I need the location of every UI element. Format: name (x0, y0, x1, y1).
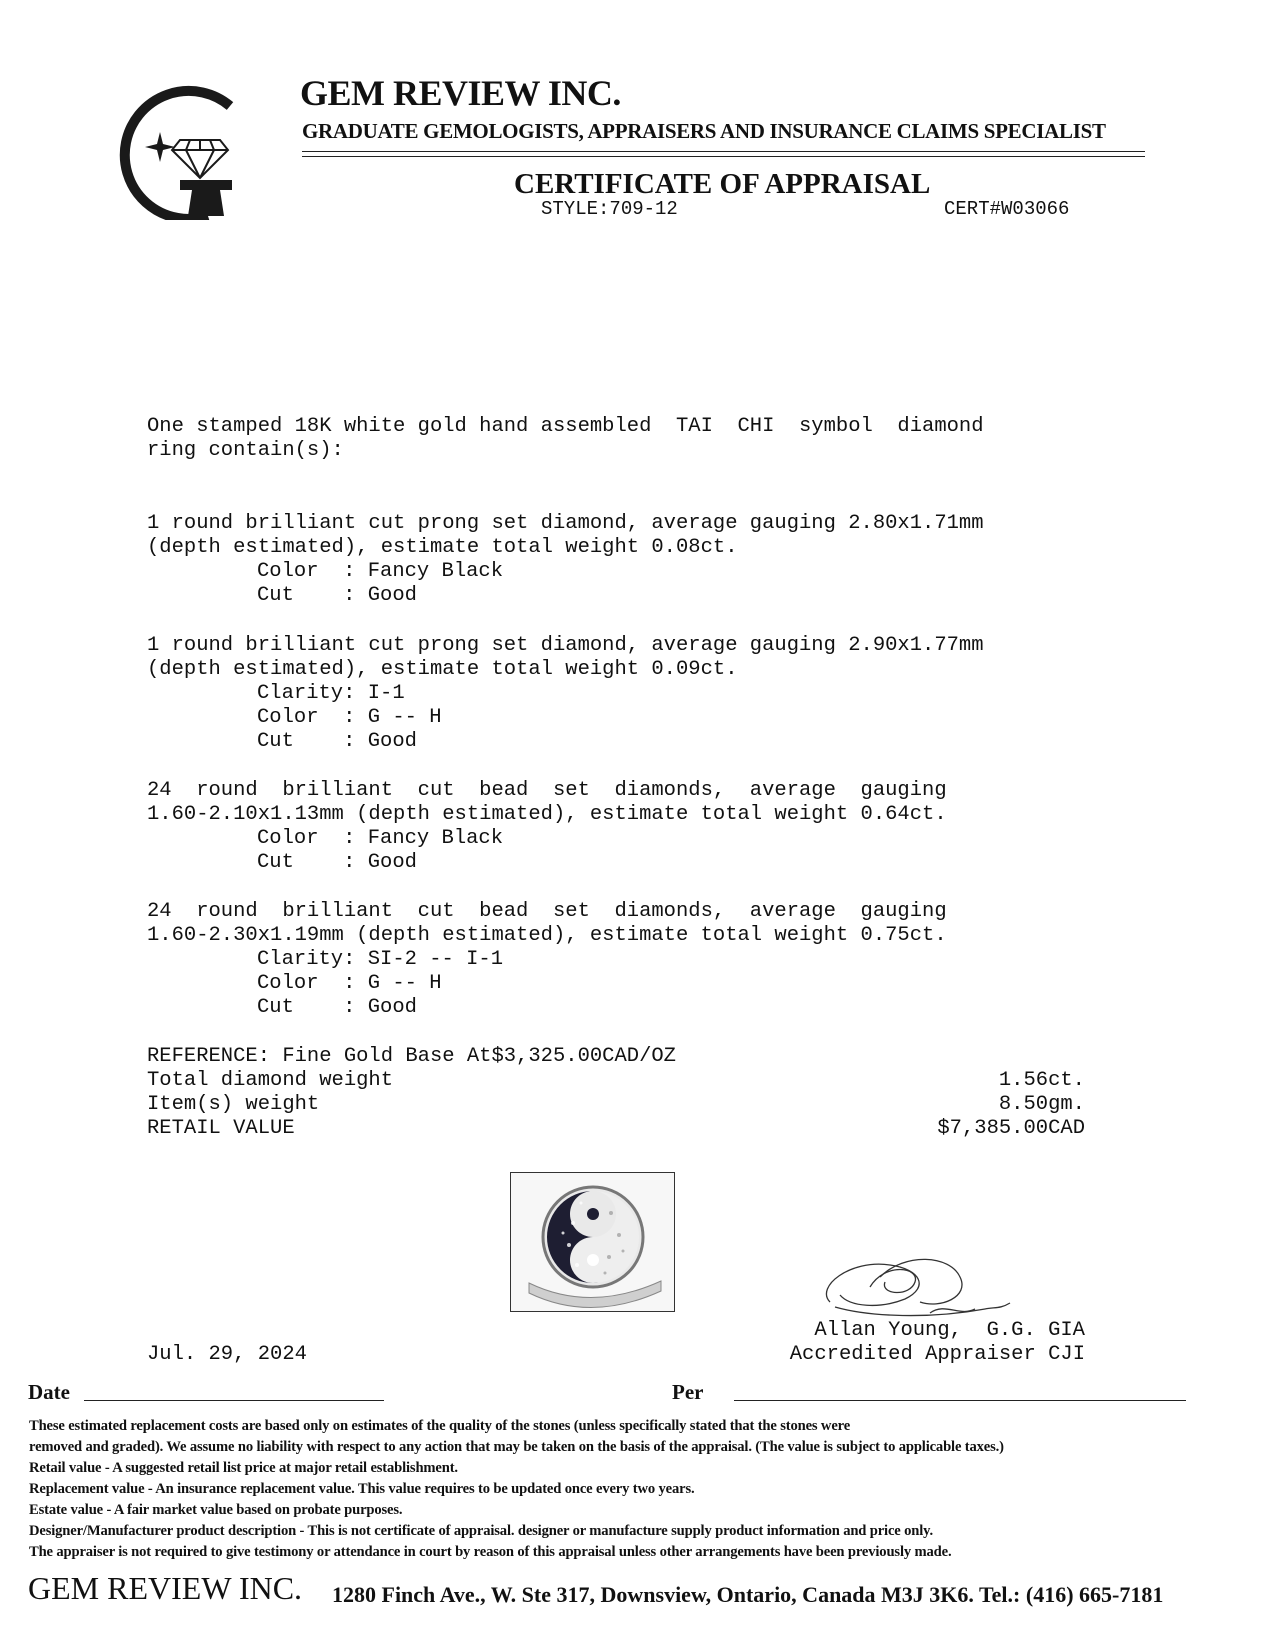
footer-note: Retail value - A suggested retail list price at major retail establishment. (29, 1460, 458, 1476)
stone-property: Color : Fancy Black (257, 827, 504, 850)
per-label: Per (672, 1380, 704, 1404)
stone-line: 24 round brilliant cut bead set diamonds, average gauging (147, 779, 947, 802)
retail-value-label: RETAIL VALUE (147, 1117, 295, 1140)
description-line: One stamped 18K white gold hand assembled TAI CHI symbol diamond (147, 415, 984, 438)
footer-note: The appraiser is not required to give testimony or attendance in court by reason of this appraisal unless other arrangements have been previously made. (29, 1544, 952, 1560)
footer-note: Designer/Manufacturer product description - This is not certificate of appraisal. designer or manufacture supply product information and price only. (29, 1523, 933, 1539)
stone-line: 1.60-2.10x1.13mm (depth estimated), estimate total weight 0.64ct. (147, 803, 947, 826)
stone-line: 1 round brilliant cut prong set diamond, average gauging 2.90x1.77mm (147, 634, 984, 657)
stone-line: 1 round brilliant cut prong set diamond, average gauging 2.80x1.71mm (147, 512, 984, 535)
stone-property: Cut : Good (257, 584, 417, 607)
style-number: STYLE:709-12 (541, 198, 678, 220)
stone-property: Cut : Good (257, 730, 417, 753)
stone-property: Color : G -- H (257, 972, 442, 995)
appraiser-name: Allan Young, G.G. GIA (814, 1319, 1085, 1342)
date-line (84, 1400, 384, 1401)
stone-line: 1.60-2.30x1.19mm (depth estimated), estimate total weight 0.75ct. (147, 924, 947, 947)
stone-line: (depth estimated), estimate total weight 0.08ct. (147, 536, 738, 559)
appraiser-accreditation: Accredited Appraiser CJI (789, 1343, 1085, 1366)
description-line: ring contain(s): (147, 439, 344, 462)
footer-company-name: GEM REVIEW INC. (28, 1570, 303, 1606)
retail-value: $7,385.00CAD (937, 1117, 1085, 1140)
stone-property: Cut : Good (257, 996, 417, 1019)
per-line (734, 1400, 1186, 1401)
footer-note: removed and graded). We assume no liability with respect to any action that may be taken on the basis of the appraisal. (The value is subject to applicable taxes.) (29, 1439, 1004, 1455)
appraisal-date: Jul. 29, 2024 (147, 1343, 307, 1366)
stone-line: (depth estimated), estimate total weight 0.09ct. (147, 658, 738, 681)
gold-reference: REFERENCE: Fine Gold Base At$3,325.00CAD/OZ (147, 1045, 676, 1068)
stone-property: Clarity: SI-2 -- I-1 (257, 948, 504, 971)
stone-line: 24 round brilliant cut bead set diamonds, average gauging (147, 900, 947, 923)
signature-icon (810, 1247, 1025, 1329)
stone-property: Color : G -- H (257, 706, 442, 729)
footer-note: These estimated replacement costs are based only on estimates of the quality of the stones (unless specifically stated that the stones were (29, 1418, 851, 1434)
footer-note: Replacement value - An insurance replacement value. This value requires to be updated once every two years. (29, 1481, 695, 1497)
item-weight-label: Item(s) weight (147, 1093, 320, 1116)
certificate-title: CERTIFICATE OF APPRAISAL (514, 168, 931, 200)
ring-photo (510, 1172, 675, 1312)
footer-address: 1280 Finch Ave., W. Ste 317, Downsview, Ontario, Canada M3J 3K6. Tel.: (416) 665-7181 (332, 1582, 1164, 1607)
total-weight-value: 1.56ct. (998, 1069, 1085, 1092)
gem-review-logo-icon (108, 80, 243, 220)
stone-property: Cut : Good (257, 851, 417, 874)
company-name: GEM REVIEW INC. (300, 73, 621, 113)
certificate-number: CERT#W03066 (944, 198, 1070, 220)
item-weight-value: 8.50gm. (998, 1093, 1085, 1116)
stone-property: Color : Fancy Black (257, 560, 504, 583)
footer-note: Estate value - A fair market value based on probate purposes. (29, 1502, 403, 1518)
date-label: Date (28, 1380, 70, 1404)
header-divider (302, 151, 1145, 157)
stone-property: Clarity: I-1 (257, 682, 405, 705)
company-tagline: GRADUATE GEMOLOGISTS, APPRAISERS AND INSURANCE CLAIMS SPECIALIST (302, 119, 1106, 143)
total-weight-label: Total diamond weight (147, 1069, 394, 1092)
